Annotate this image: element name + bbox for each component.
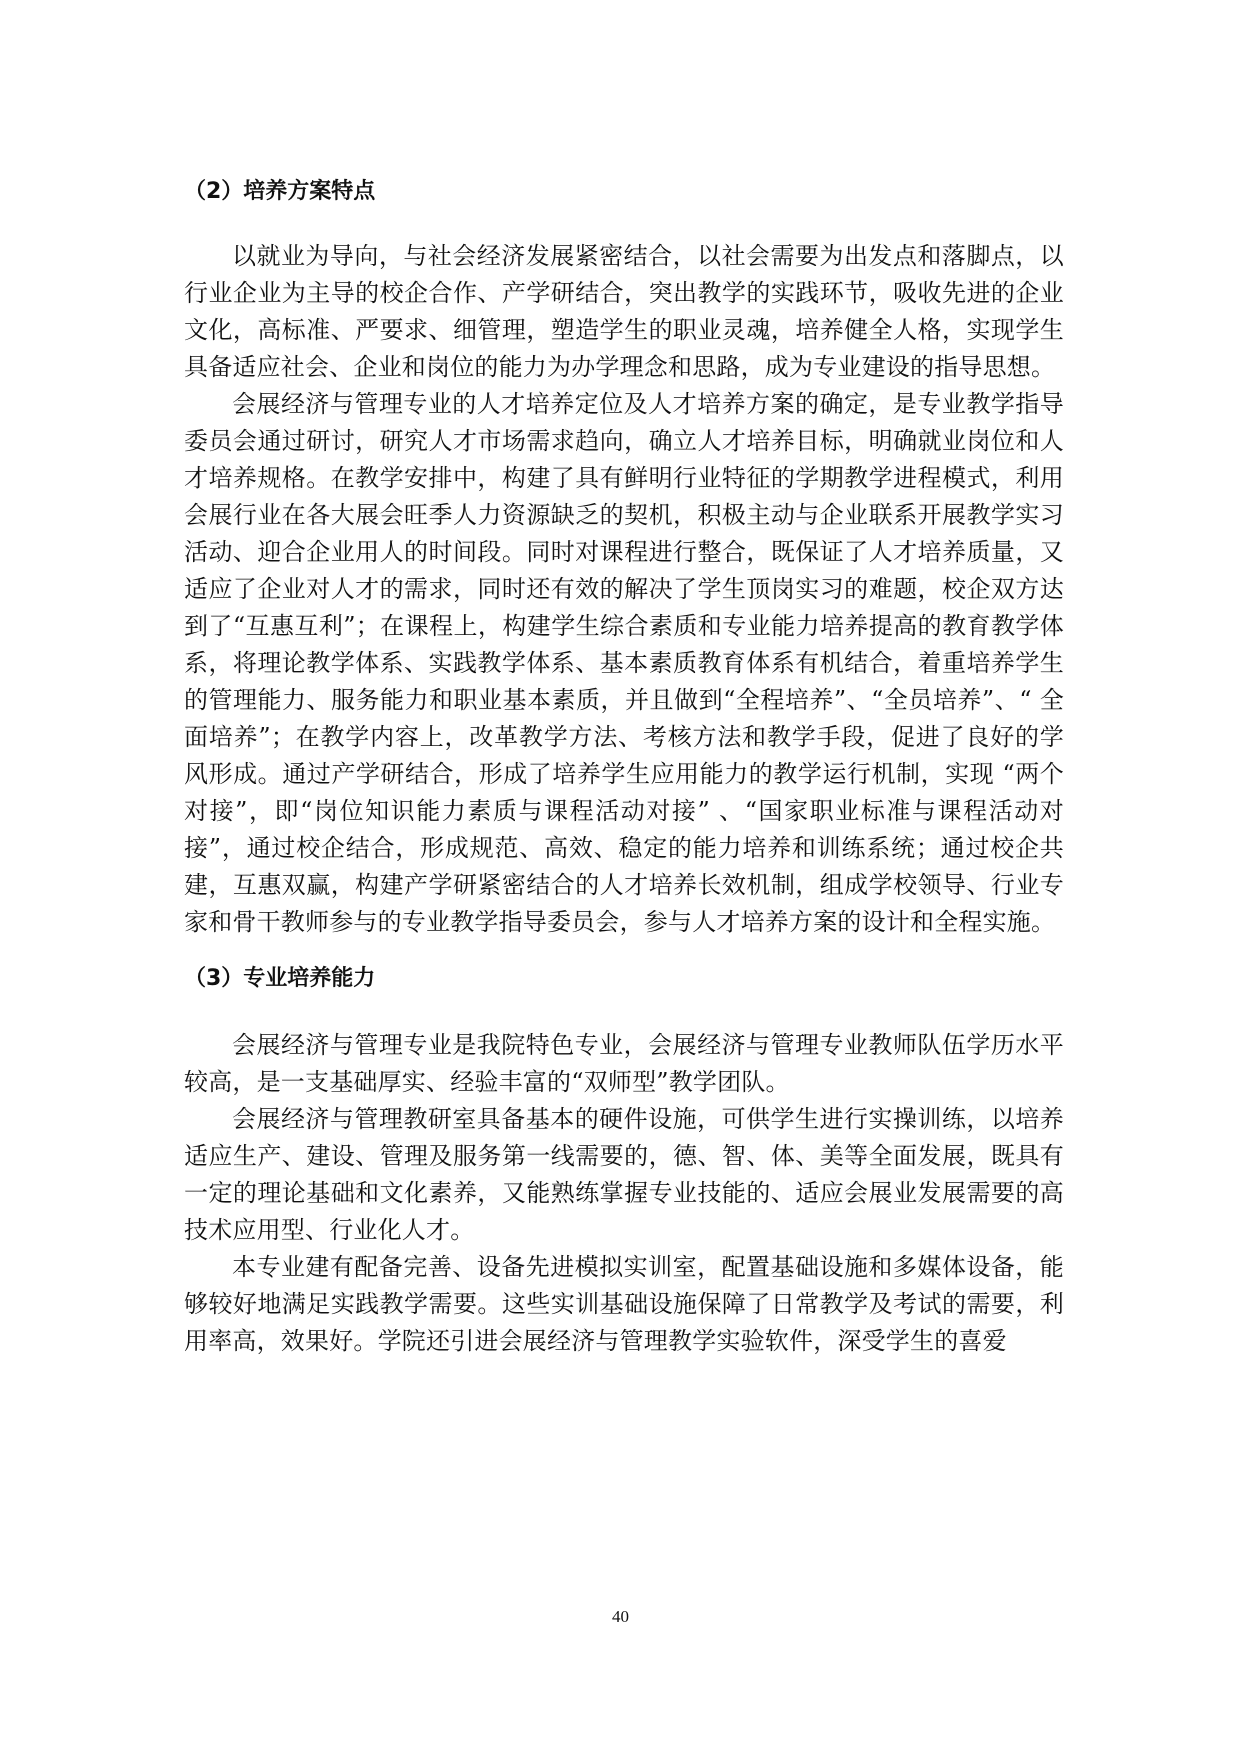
- page-number: 40: [612, 1607, 629, 1626]
- paragraph: 会展经济与管理专业是我院特色专业，会展经济与管理专业教师队伍学历水平较高，是一支基础厚实、经验丰富的“双师型”教学团队。: [184, 1031, 1064, 1096]
- paragraph: 会展经济与管理专业的人才培养定位及人才培养方案的确定，是专业教学指导委员会通过研讨，研究人才市场需求趋向，确立人才培养目标，明确就业岗位和人才培养规格。在教学安排中，构建了具有鲜明行业特征的学期教学进程模式，利用会展行业在各大展会旺季人力资源缺乏的契机，积极主动与企业联系开展教学实习活动、迎合企业用人的时间段。同时对课程进行整合，既保证了人才培养质量，又适应了企业对人才的需求，同时还有效的解决了学生顶岗实习的难题，校企双方达到了“互惠互利”；在课程上，构建学生综合素质和专业能力培养提高的教育教学体系，将理论教学体系、实践教学体系、基本素质教育体系有机结合，着重培养学生的管理能力、服务能力和职业基本素质，并且做到“全程培养”、“全员培养”、“ 全面培养”；在教学内容上，改革教学方法、考核方法和教学手段，促进了良好的学风形成。通过产学研结合，形成了培养学生应用能力的教学运行机制，实现 “两个对接”，即“岗位知识能力素质与课程活动对接” 、“国家职业标准与课程活动对接”，通过校企结合，形成规范、高效、稳定的能力培养和训练系统；通过校企共建，互惠双赢，构建产学研紧密结合的人才培养长效机制，组成学校领导、行业专家和骨干教师参与的专业教学指导委员会，参与人才培养方案的设计和全程实施。: [184, 390, 1064, 936]
- paragraph: 本专业建有配备完善、设备先进模拟实训室，配置基础设施和多媒体设备，能够较好地满足实践教学需要。这些实训基础设施保障了日常教学及考试的需要，利用率高，效果好。学院还引进会展经济与管理教学实验软件，深受学生的喜爱: [184, 1253, 1064, 1355]
- section-heading-professional-ability: （3）专业培养能力: [184, 966, 376, 991]
- page-content: [184, 172, 1064, 1360]
- paragraph: 会展经济与管理教研室具备基本的硬件设施，可供学生进行实操训练，以培养适应生产、建设、管理及服务第一线需要的，德、智、体、美等全面发展，既具有一定的理论基础和文化素养，又能熟练掌握专业技能的、适应会展业发展需要的高技术应用型、行业化人才。: [184, 1105, 1064, 1244]
- section-heading-training-plan: （2）培养方案特点: [184, 179, 376, 204]
- paragraph: 以就业为导向，与社会经济发展紧密结合，以社会需要为出发点和落脚点，以行业企业为主导的校企合作、产学研结合，突出教学的实践环节，吸收先进的企业文化，高标准、严要求、细管理，塑造学生的职业灵魂，培养健全人格，实现学生具备适应社会、企业和岗位的能力为办学理念和思路，成为专业建设的指导思想。: [184, 242, 1064, 381]
